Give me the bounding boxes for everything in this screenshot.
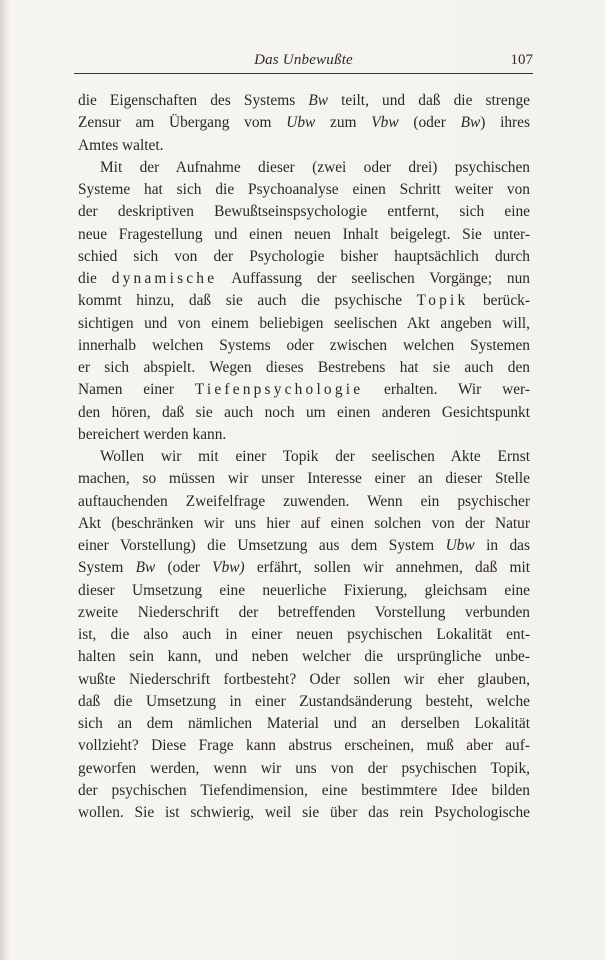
text-segment: System — [78, 559, 136, 577]
text-line — [78, 713, 530, 735]
page-number: 107 — [510, 52, 533, 68]
text-segment: sich an dem nämlichen Material und an derselben Lokalität — [78, 715, 530, 732]
text-segment: zweite Niederschrift der betreffenden Vorstellung verbunden — [78, 603, 530, 621]
text-line — [78, 290, 530, 312]
text-line — [78, 201, 530, 223]
text-segment: neue Fragestellung und einen neuen Inhalt beigelegt. Sie unter- — [78, 225, 530, 243]
text-line — [78, 802, 530, 824]
text-segment: erhalten. Wir wer- — [363, 381, 530, 399]
italic-term: Bw — [308, 92, 328, 109]
text-line — [78, 646, 530, 668]
text-segment: machen, so müssen wir unser Interesse einer an dieser Stelle — [78, 470, 530, 488]
text-line — [78, 602, 530, 624]
text-segment: halten sein kann, und neben welcher die ursprüngliche unbe- — [78, 648, 530, 666]
text-segment: Wollen wir mit einer Topik der seelischen Akte Ernst — [100, 448, 530, 465]
emphasized-term: Topik — [416, 292, 469, 310]
text-line — [78, 157, 530, 179]
text-line — [78, 379, 530, 401]
text-line — [78, 691, 530, 713]
text-line — [78, 268, 530, 290]
text-segment: bereichert werden kann. — [78, 425, 227, 443]
text-segment: Zensur am Übergang vom — [78, 114, 287, 132]
text-line — [78, 624, 530, 646]
text-line — [78, 468, 530, 490]
text-segment: vollzieht? Diese Frage kann abstrus erscheinen, muß aber auf- — [78, 737, 530, 755]
text-segment: einer Vorstellung) die Umsetzung aus dem System — [78, 537, 446, 554]
text-line — [78, 535, 530, 557]
text-line — [78, 357, 530, 379]
text-segment: zum — [315, 114, 372, 132]
text-line — [78, 179, 530, 201]
text-segment: die — [78, 270, 112, 287]
text-line — [78, 90, 530, 112]
italic-term: Bw — [460, 114, 481, 132]
text-line — [78, 313, 530, 335]
text-segment: Mit der Aufnahme dieser (zwei oder drei) psychischen — [100, 158, 530, 176]
text-line — [78, 135, 530, 157]
text-line — [78, 246, 530, 268]
text-segment: Systeme hat sich die Psychoanalyse einen Schritt weiter von — [78, 181, 530, 198]
text-line — [78, 335, 530, 357]
text-segment: innerhalb welchen Systems oder zwischen welchen Systemen — [78, 336, 530, 354]
text-segment: geworfen werden, wenn wir uns von der psychischen Topik, — [78, 759, 530, 777]
text-segment: berück- — [468, 292, 530, 310]
text-line — [78, 557, 530, 579]
text-segment: teilt, und daß die strenge — [328, 92, 530, 109]
text-segment: (oder — [398, 114, 461, 132]
text-segment: Namen einer — [78, 381, 195, 399]
text-line — [78, 513, 530, 535]
text-segment: schied sich von der Psychologie bisher hauptsächlich durch — [78, 247, 530, 265]
text-segment: Akt (beschränken wir uns hier auf einen solchen von der Natur — [78, 514, 530, 532]
italic-term: Vbw) — [212, 559, 245, 577]
text-segment: Auffassung der seelischen Vorgänge; nun — [217, 270, 531, 287]
text-segment: (oder — [155, 559, 213, 577]
text-line — [78, 735, 530, 757]
text-line — [78, 402, 530, 424]
text-line — [78, 446, 530, 468]
text-segment: die Eigenschaften des Systems — [78, 92, 309, 109]
body-text — [78, 90, 530, 824]
text-segment: erfährt, sollen wir annehmen, daß mit — [244, 559, 531, 577]
text-segment: wollen. Sie ist schwierig, weil sie über das rein Psychologische — [78, 804, 530, 821]
text-segment: auftauchenden Zweifelfrage zuwenden. Wenn ein psychischer — [78, 492, 530, 510]
text-line — [78, 780, 530, 802]
text-segment: der psychischen Tiefendimension, eine bestimmtere Idee bilden — [78, 781, 530, 799]
text-segment: der deskriptiven Bewußtseinspsychologie entfernt, sich eine — [78, 203, 530, 221]
text-line — [78, 758, 530, 780]
italic-term: Ubw — [286, 114, 316, 132]
text-segment: wußte Niederschrift fortbesteht? Oder sollen wir eher glauben, — [78, 670, 530, 688]
text-segment: er sich abspielt. Wegen dieses Bestrebens hat sie auch den — [78, 359, 530, 376]
italic-term: Vbw — [371, 114, 399, 132]
text-line — [78, 669, 530, 691]
header-rule — [74, 73, 533, 74]
text-segment: ist, die also auch in einer neuen psychischen Lokalität ent- — [78, 626, 530, 643]
text-segment: ) ihres — [480, 114, 531, 132]
text-line — [78, 424, 530, 446]
italic-term: Ubw — [445, 537, 475, 554]
emphasized-term: Tiefenpsychologie — [194, 381, 364, 399]
text-segment: den hören, daß sie auch noch um einen anderen Gesichtspunkt — [78, 403, 530, 421]
running-title: Das Unbewußte — [254, 52, 353, 68]
emphasized-term: dynamische — [111, 270, 218, 287]
page-gutter-shadow — [0, 0, 10, 960]
text-segment: kommt hinzu, daß sie auch die psychische — [78, 292, 417, 310]
text-line — [78, 112, 530, 134]
text-segment: dieser Umsetzung eine neuerliche Fixierung, gleichsam eine — [78, 581, 530, 599]
text-line — [78, 491, 530, 513]
running-header — [74, 52, 533, 74]
text-line — [78, 580, 530, 602]
text-line — [78, 224, 530, 246]
text-segment: Amtes waltet. — [78, 136, 164, 154]
italic-term: Bw — [135, 559, 156, 577]
text-segment: sichtigen und von einem beliebigen seelischen Akt angeben will, — [78, 314, 530, 332]
text-segment: daß die Umsetzung in einer Zustandsänderung besteht, welche — [78, 692, 530, 710]
text-segment: in das — [474, 537, 530, 554]
